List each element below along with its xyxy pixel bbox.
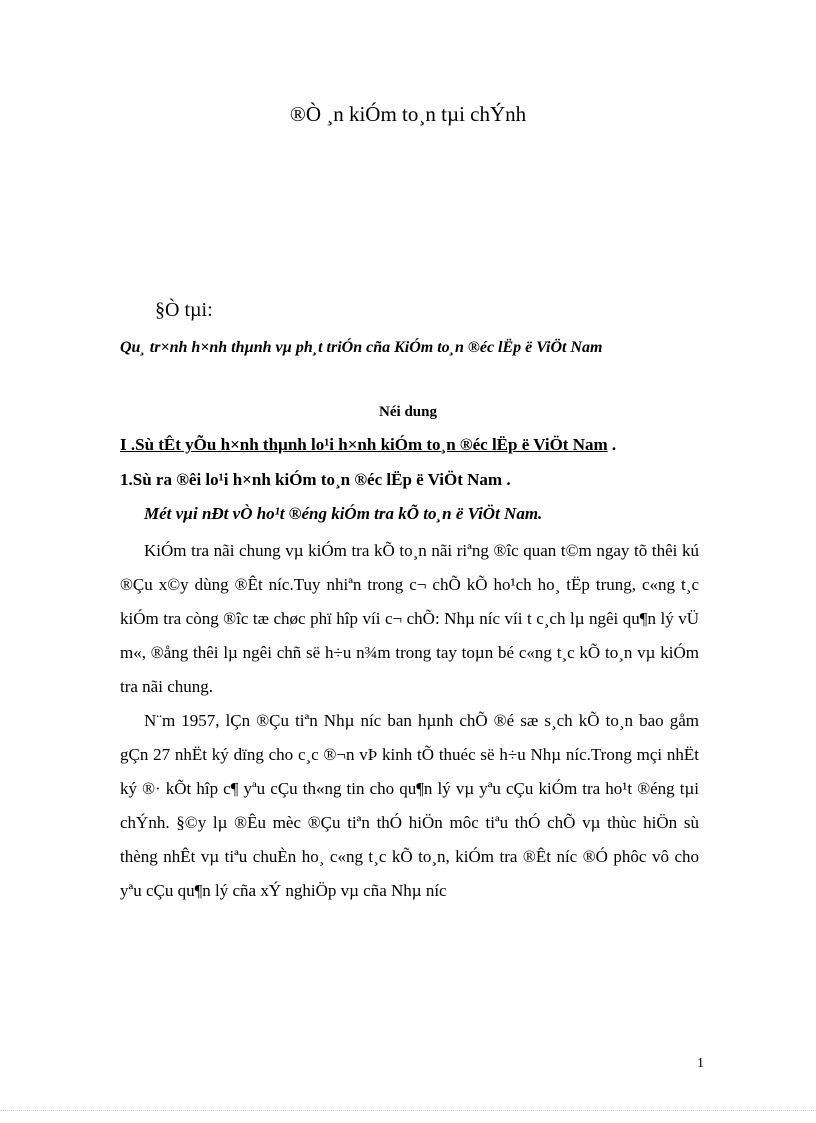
subsection-heading: 1.Sù ra ®êi lo¹i h×nh kiÓm to¸n ®éc lËp ë ViÖt Nam . — [120, 470, 511, 489]
subject-text: Qu¸ tr×nh h×nh thµnh vµ ph¸t triÓn cña KiÓm to¸n ®éc lËp ë ViÖt Nam — [120, 339, 603, 356]
contents-label: Néi dung — [379, 404, 437, 420]
document-title: ®Ò ¸n kiÓm to¸n tµi chÝnh — [289, 102, 527, 126]
subject-label: §Ò tµi: — [155, 299, 213, 321]
body-paragraph-2: N¨m 1957, lÇn ®Çu tiªn Nhµ níc ban hµnh chÕ ®é sæ s¸ch kÕ to¸n bao gåm gÇn 27 nhËt ký dïng cho c¸c ®¬n vÞ kinh tÕ thuéc së h÷u Nhµ níc.Trong mçi nhËt ký ®· kÕt hîp c¶ yªu cÇu th«ng tin cho qu¶n lý vµ yªu cÇu kiÓm tra ho¹t ®éng tµi chÝnh. §©y lµ ®Êu mèc ®Çu tiªn thÓ hiÖn môc tiªu thÓ chÕ vµ thùc hiÖn sù thèng nhÊt vµ tiªu chuÈn ho¸ c«ng t¸c kÕ to¸n, kiÓm tra ®Êt níc ®Ó phôc vô cho yªu cÇu qu¶n lý cña xÝ nghiÖp vµ cña Nhµ níc — [120, 711, 699, 900]
section-heading-1 — [120, 435, 616, 455]
section-heading-1-end: . — [607, 435, 617, 454]
page-bottom-divider — [0, 1110, 816, 1111]
sub-subsection-heading: Mét vµi nÐt vÒ ho¹t ®éng kiÓm tra kÕ to¸n ë ViÖt Nam. — [144, 504, 543, 523]
section-heading-1-text: I .Sù tÊt yÕu h×nh thµnh lo¹i h×nh kiÓm to¸n ®éc lËp ë ViÖt Nam — [120, 435, 608, 454]
body-paragraph-1: KiÓm tra nãi chung vµ kiÓm tra kÕ to¸n nãi riªng ®îc quan t©m ngay tõ thêi kú ®Çu x©y dùng ®Êt níc.Tuy nhiªn trong c¬ chÕ kÕ ho¹ch ho¸ tËp trung, c«ng t¸c kiÓm tra còng ®îc tæ chøc phï hîp víi c¬ chÕ: Nhµ níc víi t c¸ch lµ ngêi qu¶n lý vÜ m«, ®ång thêi lµ ngêi chñ së h÷u n¾m trong tay toµn bé c«ng t¸c kÕ to¸n vµ kiÓm tra nãi chung. — [120, 541, 699, 696]
page-number: 1 — [697, 1056, 704, 1071]
